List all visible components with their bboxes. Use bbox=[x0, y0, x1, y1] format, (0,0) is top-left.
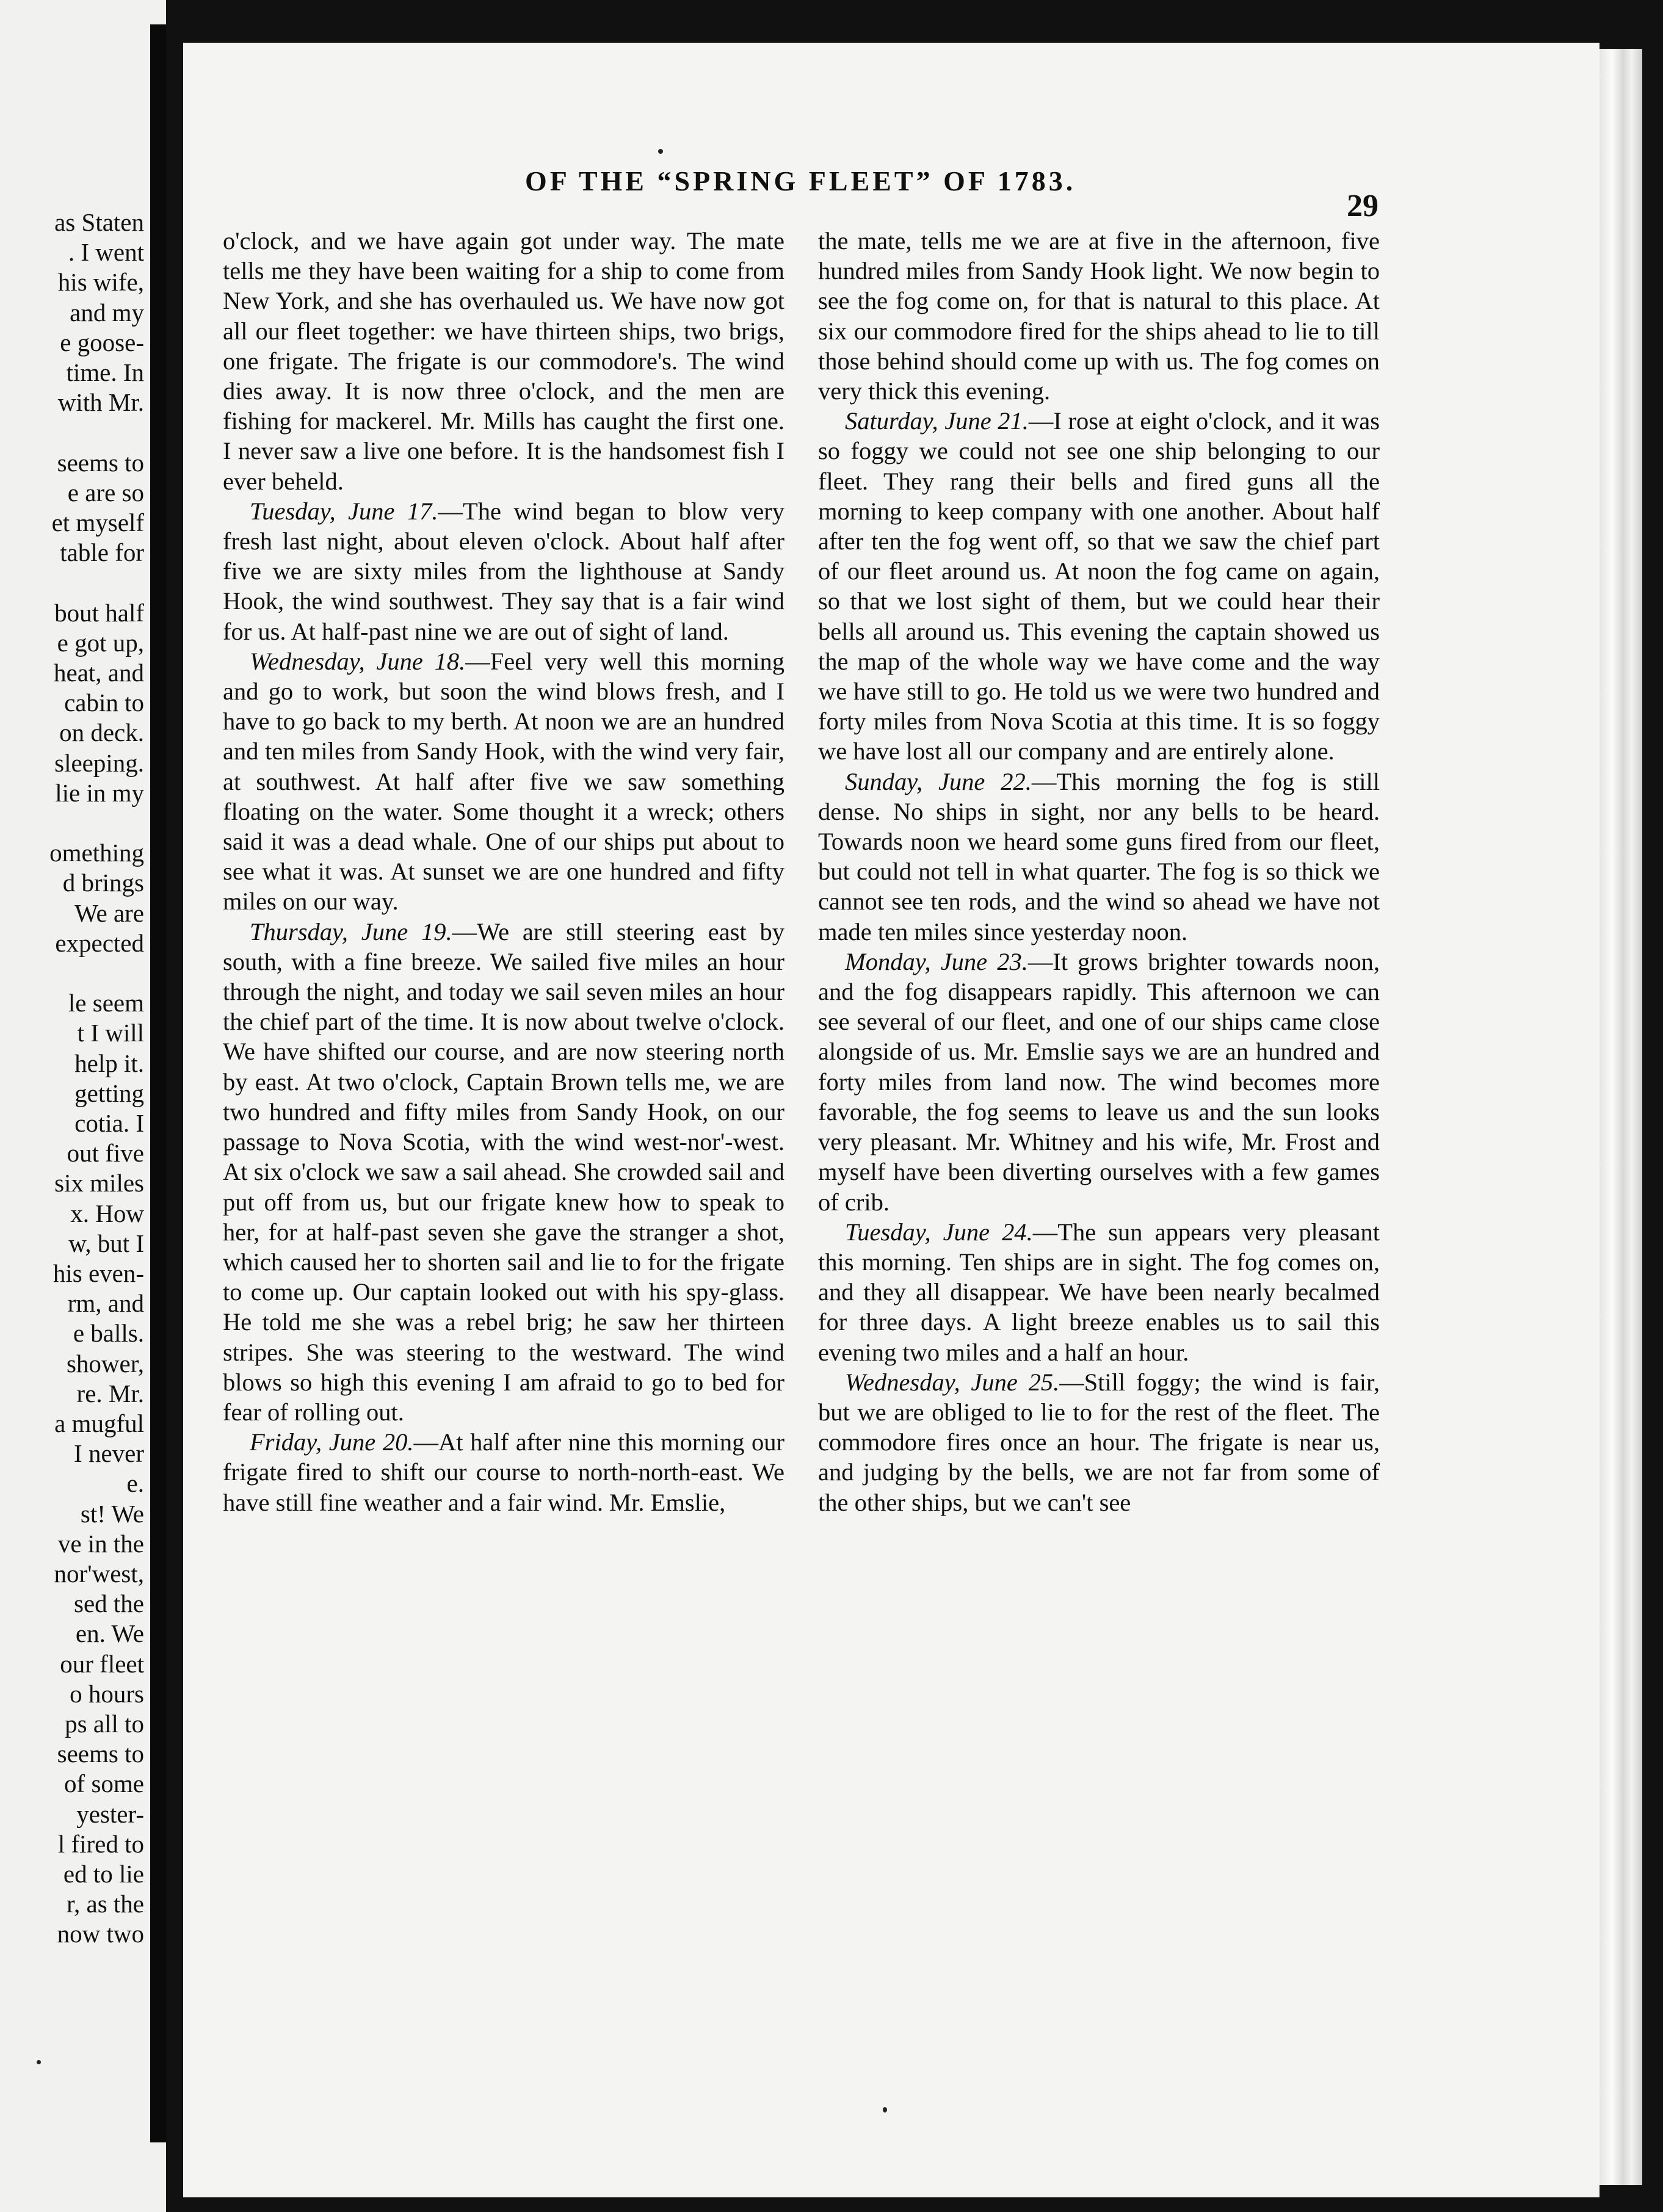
previous-page-line-fragment: x. How bbox=[70, 1199, 144, 1227]
previous-page-line-fragment: ps all to bbox=[65, 1710, 144, 1738]
previous-page-line-fragment: yester- bbox=[76, 1799, 144, 1828]
journal-paragraph bbox=[223, 917, 784, 1427]
previous-page-line-fragment: a mugful bbox=[54, 1409, 144, 1437]
journal-entry-text: o'clock, and we have again got under way. The mate tells me they have been waiting for a ship to come from New York, and she has overhauled us. We have now got all our fleet together: we have thirteen ships, two brigs, one frigate. The frigate is our commodore's. The wind dies away. It is now three o'clock, and the men are fishing for mackerel. Mr. Mills has caught the first one. I never saw a live one before. It is the handsomest fish I ever beheld. bbox=[223, 227, 784, 495]
previous-page-line-fragment: nor'west, bbox=[54, 1560, 144, 1588]
previous-page-edge bbox=[0, 0, 166, 2212]
journal-paragraph bbox=[223, 646, 784, 917]
previous-page-line-fragment: seems to bbox=[57, 1740, 144, 1768]
ink-speck bbox=[37, 2060, 41, 2064]
previous-page-line-fragment: of some bbox=[64, 1769, 144, 1798]
previous-page-line-fragment: lie in my bbox=[55, 778, 144, 807]
text-column-left bbox=[223, 226, 784, 1517]
previous-page-line-fragment: on deck. bbox=[59, 718, 144, 747]
journal-paragraph bbox=[223, 1427, 784, 1517]
journal-entry-text: —It grows brighter towards noon, and the fog disappears rapidly. This afternoon we can see several of our fleet, and one of our ships came close alongside of us. Mr. Emslie says we are an hundred and forty miles from land now. The wind becomes more favorable, the fog seems to leave us and the sun looks very pleasant. Mr. Whitney and his wife, Mr. Frost and myself have been diverting ourselves with a few games of crib. bbox=[818, 947, 1380, 1216]
journal-entry-text: —I rose at eight o'clock, and it was so foggy we could not see one ship belonging to our fleet. They rang their bells and fired guns all the morning to keep company with one another. About half after ten the fog went off, so that we saw the chief part of our fleet around us. At noon the fog came on again, so that we lost sight of them, but we could hear their bells all around us. This evening the captain showed us the map of the whole way we have come and the way we have still to go. He told us we were two hundred and forty miles from Nova Scotia at this time. It is so foggy we have lost all our company and are entirely alone. bbox=[818, 407, 1380, 765]
journal-entry-date: Wednesday, June 25. bbox=[845, 1368, 1060, 1396]
previous-page-line-fragment: e balls. bbox=[73, 1319, 144, 1348]
journal-paragraph bbox=[818, 767, 1380, 947]
previous-page-line-fragment: now two bbox=[57, 1920, 144, 1948]
previous-page-line-fragment: le seem bbox=[68, 989, 144, 1017]
previous-page-line-fragment: omething bbox=[49, 839, 144, 867]
journal-entry-date: Tuesday, June 24. bbox=[845, 1218, 1033, 1246]
previous-page-line-fragment: I never bbox=[74, 1439, 144, 1468]
previous-page-line-fragment: sed the bbox=[74, 1589, 144, 1618]
previous-page-line-fragment: e are so bbox=[67, 478, 144, 507]
journal-paragraph bbox=[818, 226, 1380, 406]
journal-paragraph bbox=[223, 226, 784, 496]
previous-page-line-fragment: heat, and bbox=[54, 659, 144, 687]
previous-page-line-fragment: with Mr. bbox=[57, 388, 144, 417]
page-number: 29 bbox=[1347, 189, 1379, 223]
running-head: OF THE “SPRING FLEET” OF 1783. bbox=[525, 165, 1076, 197]
journal-entry-date: Wednesday, June 18. bbox=[250, 647, 466, 675]
previous-page-line-fragment: o hours bbox=[70, 1679, 144, 1708]
journal-entry-text: —Still foggy; the wind is fair, but we are obliged to lie to for the rest of the fleet. The commodore fires once an hour. The frigate is near us, and judging by the bells, we are not far from some of the other ships, but we can't see bbox=[818, 1368, 1380, 1516]
previous-page-line-fragment: six miles bbox=[54, 1169, 144, 1198]
journal-entry-text: —Feel very well this morning and go to work, but soon the wind blows fresh, and I have to go back to my berth. At noon we are an hundred and ten miles from Sandy Hook, with the wind very fair, at southwest. At half after five we saw something floating on the water. Some thought it a wreck; others said it was a dead whale. One of our ships put about to see what it was. At sunset we are one hundred and fifty miles on our way. bbox=[223, 647, 784, 916]
previous-page-line-fragment: sleeping. bbox=[54, 748, 144, 777]
journal-entry-text: —At half after nine this morning our frigate fired to shift our course to north-north-east. We have still fine weather and a fair wind. Mr. Emslie, bbox=[223, 1428, 784, 1516]
journal-entry-text: —The wind began to blow very fresh last night, about eleven o'clock. About half after five we are sixty miles from the lighthouse at Sandy Hook, the wind southwest. They say that is a fair wind for us. At half-past nine we are out of sight of land. bbox=[223, 497, 784, 645]
journal-paragraph bbox=[223, 496, 784, 646]
previous-page-line-fragment: out five bbox=[67, 1139, 144, 1168]
journal-entry-text: —We are still steering east by south, with a fine breeze. We sailed five miles an hour through the night, and today we sail seven miles an hour the chief part of the time. It is now about twelve o'clock. We have shifted our course, and are now steering north by east. At two o'clock, Captain Brown tells me, we are two hundred and fifty miles from Sandy Hook, on our passage to Nova Scotia, with the wind west-nor'-west. At six o'clock we saw a sail ahead. She crowded sail and put off from us, but our frigate knew how to speak to her, for at half-past seven she gave the stranger a shot, which caused her to shorten sail and lie to for the frigate to come up. Our captain looked out with his spy-glass. He told me she was a rebel brig; he saw her thirteen stripes. She was steering to the westward. The wind blows so high this evening I am afraid to go to bed for fear of rolling out. bbox=[223, 917, 784, 1426]
previous-page-line-fragment: e goose- bbox=[60, 328, 144, 356]
previous-page-line-fragment: w, but I bbox=[68, 1229, 144, 1257]
previous-page-line-fragment: and my bbox=[70, 298, 144, 327]
previous-page-line-fragment: t I will bbox=[77, 1019, 144, 1047]
journal-paragraph bbox=[818, 947, 1380, 1217]
journal-entry-date: Tuesday, June 17. bbox=[250, 497, 438, 525]
previous-page-line-fragment: r, as the bbox=[66, 1890, 144, 1918]
journal-entry-date: Thursday, June 19. bbox=[250, 917, 452, 945]
previous-page-line-fragment: seems to bbox=[57, 448, 144, 477]
previous-page-line-fragment: cabin to bbox=[64, 689, 144, 717]
previous-page-line-fragment: his wife, bbox=[57, 268, 144, 297]
previous-page-line-fragment: re. Mr. bbox=[76, 1379, 144, 1408]
previous-page-line-fragment: We are bbox=[74, 898, 144, 927]
previous-page-line-fragment: e got up, bbox=[57, 628, 144, 657]
previous-page-line-fragment: expected bbox=[55, 928, 144, 957]
ink-speck bbox=[883, 2107, 887, 2113]
journal-entry-date: Sunday, June 22. bbox=[845, 767, 1032, 795]
previous-page-line-fragment: his even- bbox=[53, 1259, 144, 1287]
journal-paragraph bbox=[818, 406, 1380, 766]
previous-page-line-fragment: rm, and bbox=[67, 1289, 144, 1318]
previous-page-line-fragment: help it. bbox=[74, 1049, 144, 1077]
previous-page-line-fragment: ed to lie bbox=[63, 1860, 144, 1888]
previous-page-line-fragment: . I went bbox=[68, 238, 144, 267]
journal-entry-text: —The sun appears very pleasant this morning. Ten ships are in sight. The fog comes on, and they all disappear. We have been nearly becalmed for three days. A light breeze enables us to sail this evening two miles and a half an hour. bbox=[818, 1218, 1380, 1366]
ink-speck bbox=[658, 149, 663, 154]
journal-entry-text: the mate, tells me we are at five in the afternoon, five hundred miles from Sandy Hook light. We now begin to see the fog come on, for that is natural to this place. At six our commodore fired for the ships ahead to lie to till those behind should come up with us. The fog comes on very thick this evening. bbox=[818, 227, 1380, 405]
journal-entry-date: Monday, June 23. bbox=[845, 947, 1028, 975]
previous-page-line-fragment: e. bbox=[126, 1469, 144, 1498]
journal-paragraph bbox=[818, 1367, 1380, 1517]
journal-entry-date: Friday, June 20. bbox=[250, 1428, 414, 1456]
journal-entry-date: Saturday, June 21. bbox=[845, 407, 1029, 435]
previous-page-line-fragment: getting bbox=[74, 1079, 144, 1107]
journal-entry-text: —This morning the fog is still dense. No ships in sight, nor any bells to be heard. Towards noon we heard some guns fired from our fleet, but could not tell in what quarter. The fog is so thick we cannot see ten rods, and the wind so ahead we have not made ten miles since yesterday noon. bbox=[818, 767, 1380, 945]
journal-paragraph bbox=[818, 1217, 1380, 1367]
previous-page-line-fragment: time. In bbox=[66, 358, 144, 386]
text-column-right bbox=[818, 226, 1380, 1517]
previous-page-line-fragment: l fired to bbox=[57, 1829, 144, 1858]
previous-page-line-fragment: bout half bbox=[54, 598, 144, 627]
previous-page-line-fragment: et myself bbox=[51, 508, 144, 537]
previous-page-line-fragment: shower, bbox=[66, 1349, 144, 1378]
page-stack-edge bbox=[1600, 49, 1642, 2185]
previous-page-line-fragment: ve in the bbox=[57, 1529, 144, 1558]
previous-page-line-fragment: as Staten bbox=[54, 208, 144, 236]
previous-page-line-fragment: st! We bbox=[80, 1499, 144, 1528]
previous-page-line-fragment: en. We bbox=[75, 1619, 144, 1648]
previous-page-line-fragment: our fleet bbox=[60, 1649, 144, 1678]
previous-page-line-fragment: d brings bbox=[62, 869, 144, 897]
previous-page-line-fragment: table for bbox=[60, 538, 144, 567]
book-gutter bbox=[150, 24, 166, 2142]
previous-page-line-fragment: cotia. I bbox=[74, 1109, 144, 1137]
